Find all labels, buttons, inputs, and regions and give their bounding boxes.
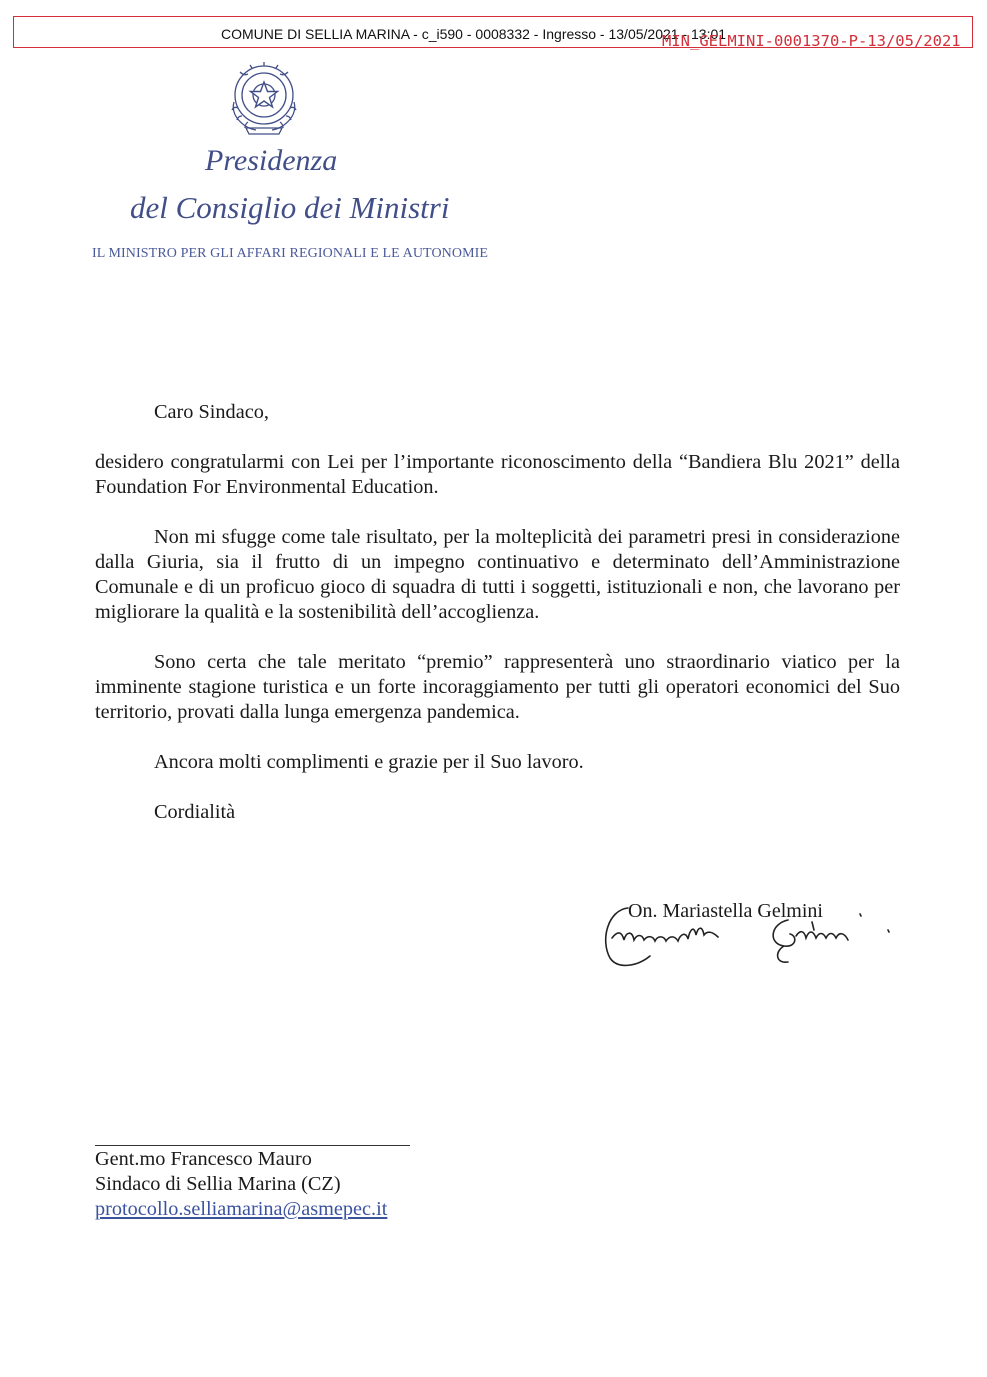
letterhead-consiglio: del Consiglio dei Ministri xyxy=(130,190,450,225)
letter-paragraph-2: Non mi sfugge come tale risultato, per la molteplicità dei parametri presi in considerazione dalla Giuria, sia il frutto di un impegno continuativo e determinato dell’Amministrazione Comunale e di un proficuo gioco di squadra di tutti i soggetti, istituzionali e non, che lavorano per migliorare la qualità e la sostenibilità dell’accoglienza. xyxy=(95,526,900,623)
letterhead-presidenza: Presidenza xyxy=(205,144,338,177)
protocol-outgoing-line: MIN_GELMINI-0001370-P-13/05/2021 xyxy=(662,32,961,50)
protocol-entry-line: COMUNE DI SELLIA MARINA - c_i590 - 0008332 - Ingresso - 13/05/2021 - 13:01 xyxy=(221,26,727,42)
recipient-role: Sindaco di Sellia Marina (CZ) xyxy=(95,1173,341,1195)
letter-greeting: Caro Sindaco, xyxy=(154,401,269,423)
recipient-block xyxy=(95,1147,387,1222)
recipient-name: Gent.mo Francesco Mauro xyxy=(95,1148,312,1170)
signer-name: On. Mariastella Gelmini xyxy=(628,900,823,922)
handwritten-signature xyxy=(598,900,898,972)
letter-paragraph-1: desidero congratularmi con Lei per l’importante riconoscimento della “Bandiera Blu 2021” della Foundation For Environmental Education. xyxy=(95,451,900,498)
recipient-email-link[interactable]: protocollo.selliamarina@asmepec.it xyxy=(95,1198,388,1220)
ministry-title: IL MINISTRO PER GLI AFFARI REGIONALI E LE AUTONOMIE xyxy=(92,246,489,261)
letter-paragraph-3: Sono certa che tale meritato “premio” rappresenterà uno straordinario viatico per la imminente stagione turistica e un forte incoraggiamento per tutti gli operatori economici del Suo territorio, provati dalla lunga emergenza pandemica. xyxy=(95,651,900,723)
recipient-separator xyxy=(95,1145,410,1146)
letter-closing: Cordialità xyxy=(154,801,236,823)
italian-republic-emblem-icon xyxy=(226,58,302,140)
letter-paragraph-4: Ancora molti complimenti e grazie per il Suo lavoro. xyxy=(154,751,584,773)
